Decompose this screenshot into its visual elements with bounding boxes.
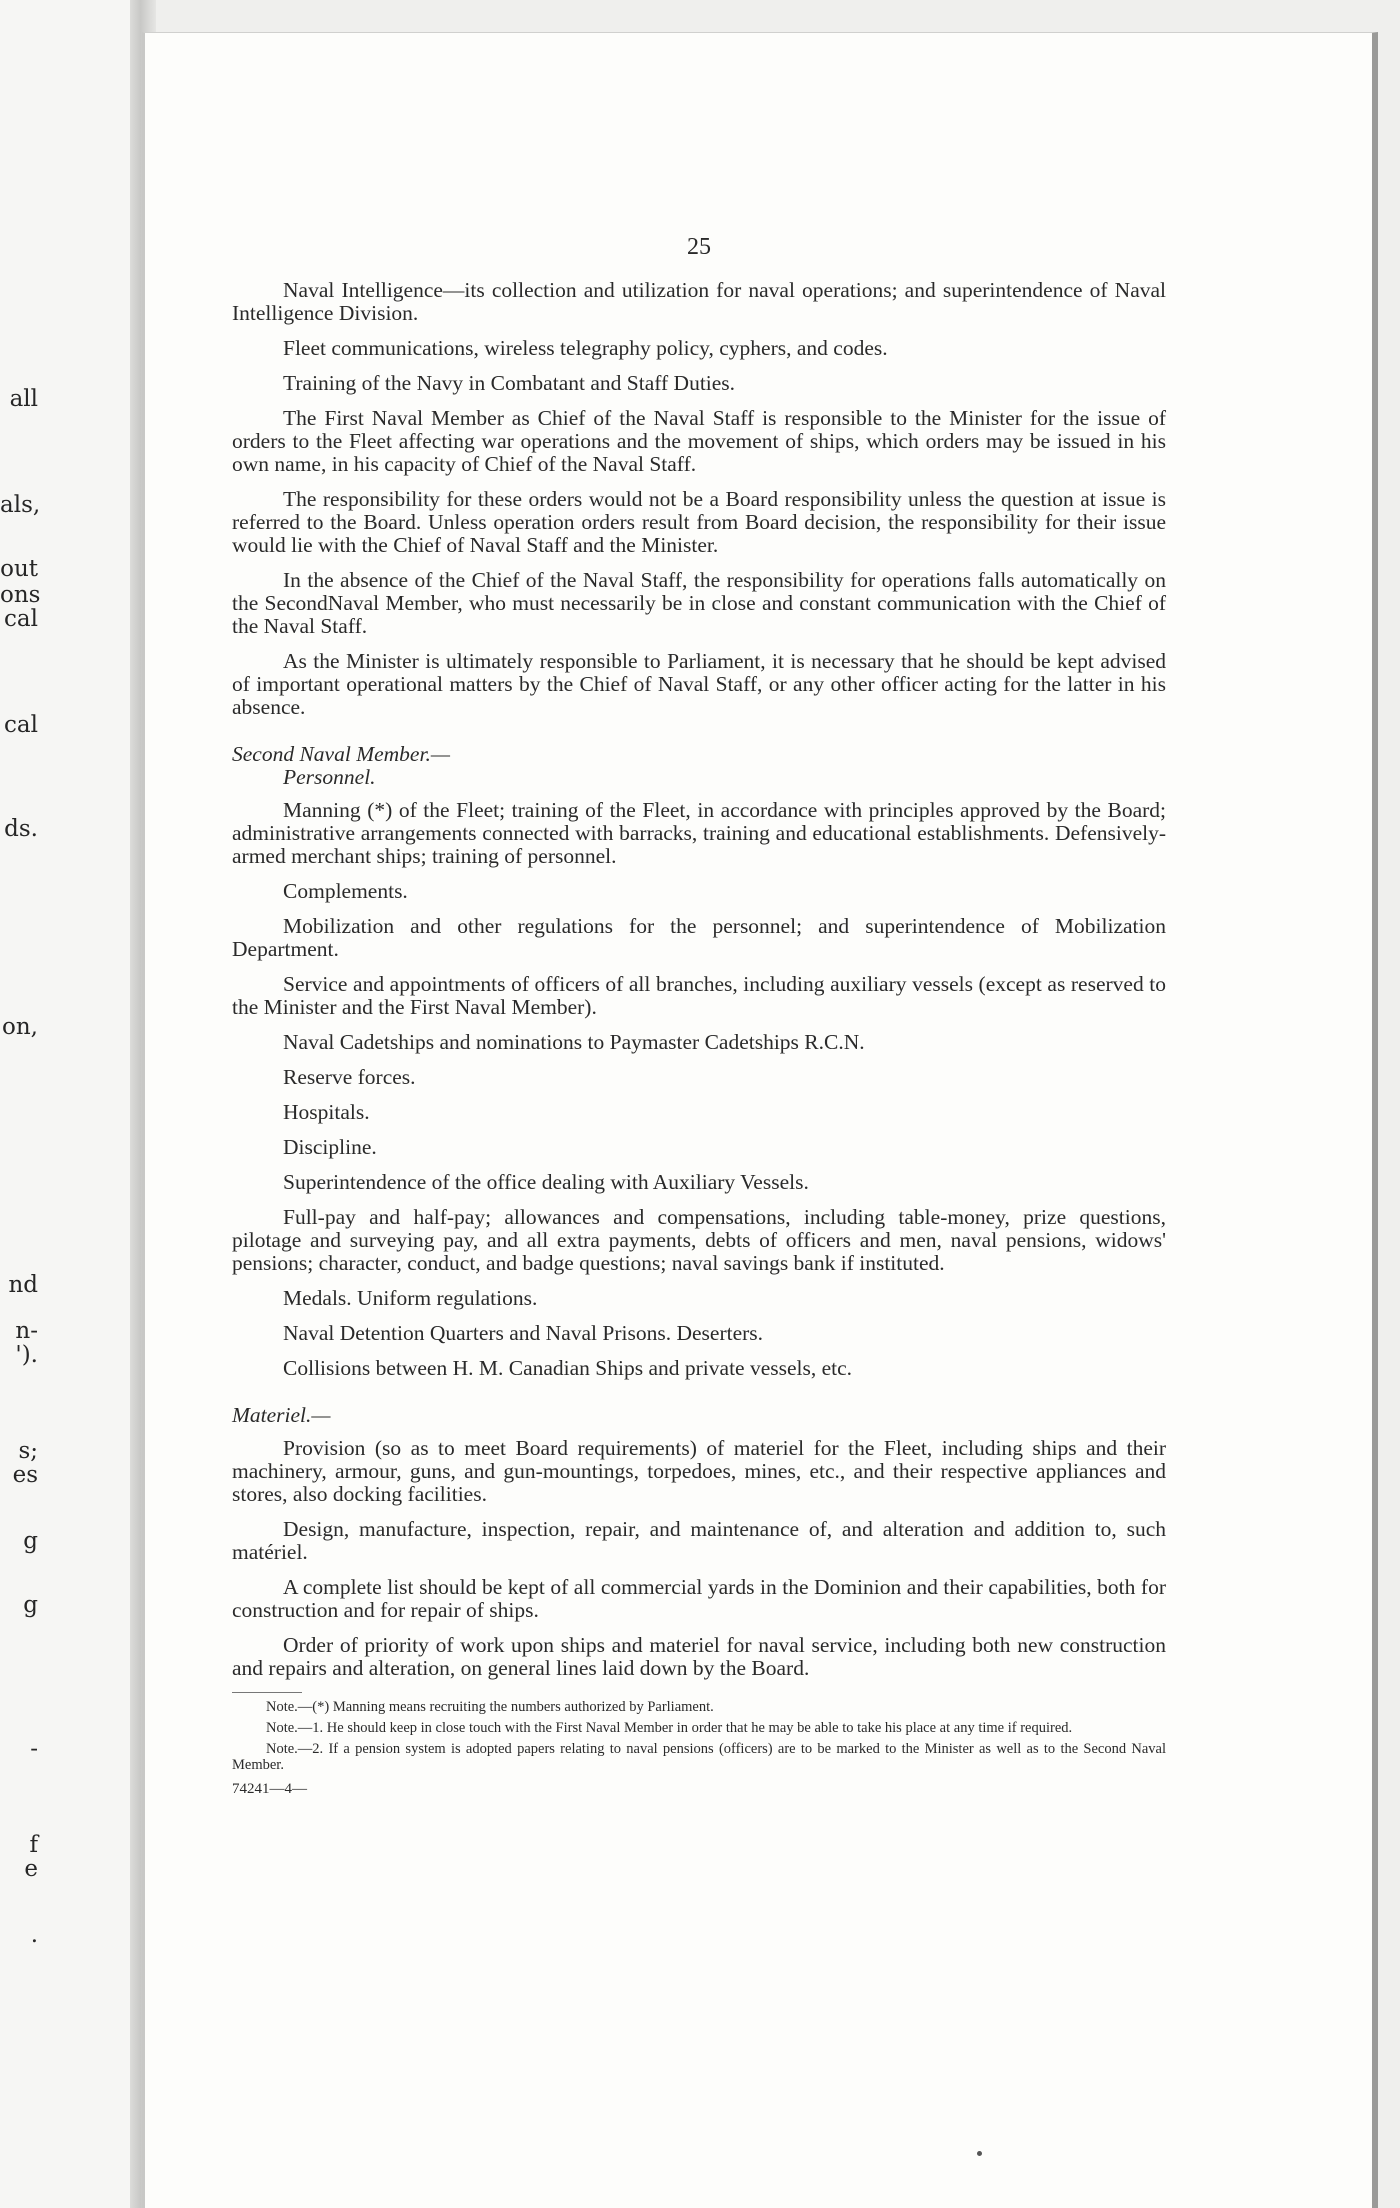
previous-page-fragment: e bbox=[24, 1856, 38, 1882]
paragraph: Mobilization and other regulations for the personnel; and superintendence of Mobilization Department. bbox=[232, 914, 1166, 961]
section-personnel bbox=[232, 799, 1166, 1380]
footnote: Note.—2. If a pension system is adopted papers relating to naval pensions (officers) are to be marked to the Minister as well as to the Second Naval Member. bbox=[232, 1741, 1166, 1773]
previous-page-fragment: als, bbox=[0, 492, 41, 518]
previous-page-fragment: f bbox=[29, 1832, 38, 1858]
previous-page-fragment: ds. bbox=[4, 816, 38, 842]
paragraph: Full-pay and half-pay; allowances and compensations, including table-money, prize questions, pilotage and surveying pay, and all extra payments, debts of officers and men, naval pensions, widows' pensions; character, conduct, and badge questions; naval savings bank if instituted. bbox=[232, 1205, 1166, 1275]
section-materiel bbox=[232, 1437, 1166, 1680]
previous-page-fragment: es bbox=[12, 1462, 38, 1488]
footnotes bbox=[232, 1699, 1166, 1773]
previous-page-fragment: nd bbox=[8, 1272, 38, 1298]
previous-page-fragment: ons bbox=[0, 582, 41, 608]
paragraph: Naval Intelligence—its collection and utilization for naval operations; and superintendence of Naval Intelligence Division. bbox=[232, 278, 1166, 325]
previous-page-fragment: cal bbox=[4, 606, 38, 632]
previous-page-fragment: g bbox=[23, 1528, 38, 1554]
previous-page-fragment: - bbox=[30, 1736, 38, 1762]
paragraph: Hospitals. bbox=[283, 1100, 370, 1124]
paragraph: Naval Cadetships and nominations to Paymaster Cadetships R.C.N. bbox=[283, 1030, 865, 1054]
paragraph: Discipline. bbox=[283, 1135, 377, 1159]
previous-page-fragment: n- bbox=[15, 1318, 38, 1344]
paragraph: The First Naval Member as Chief of the Naval Staff is responsible to the Minister for the issue of orders to the Fleet affecting war operations and the movement of ships, which orders may be issued in his own name, in his capacity of Chief of the Naval Staff. bbox=[232, 406, 1166, 476]
paragraph: Reserve forces. bbox=[283, 1065, 416, 1089]
previous-page-fragment: all bbox=[9, 386, 38, 412]
page-content bbox=[232, 236, 1166, 1801]
printer-mark: 74241—4— bbox=[232, 1781, 307, 1797]
paragraph: Manning (*) of the Fleet; training of the Fleet, in accordance with principles approved by the Board; administrative arrangements connected with barracks, training and educational establishments. Defensively-armed merchant ships; training of personnel. bbox=[232, 798, 1166, 868]
heading-materiel: Materiel.— bbox=[232, 1403, 331, 1427]
heading-second-naval-member: Second Naval Member.— bbox=[232, 742, 450, 766]
previous-page-fragment: g bbox=[23, 1592, 38, 1618]
paragraph: Training of the Navy in Combatant and Staff Duties. bbox=[283, 371, 736, 395]
paragraph: The responsibility for these orders would not be a Board responsibility unless the question at issue is referred to the Board. Unless operation orders result from Board decision, the responsibility for their issue would lie with the Chief of Naval Staff and the Minister. bbox=[232, 487, 1166, 557]
footnote: Note.—1. He should keep in close touch with the First Naval Member in order that he may be able to take his place at any time if required. bbox=[266, 1720, 1073, 1736]
previous-page-fragment: out bbox=[0, 556, 38, 582]
heading-personnel: Personnel. bbox=[283, 765, 376, 789]
paragraph: Naval Detention Quarters and Naval Prisons. Deserters. bbox=[283, 1321, 764, 1345]
paragraph: A complete list should be kept of all commercial yards in the Dominion and their capabilities, both for construction and for repair of ships. bbox=[232, 1575, 1166, 1622]
paragraph: Provision (so as to meet Board requirements) of materiel for the Fleet, including ships and their machinery, armour, guns, and gun-mountings, torpedoes, mines, etc., and their respective appliances and stores, also docking facilities. bbox=[232, 1436, 1166, 1506]
paragraph: Order of priority of work upon ships and materiel for naval service, including both new construction and repairs and alteration, on general lines laid down by the Board. bbox=[232, 1633, 1166, 1680]
paragraph: Medals. Uniform regulations. bbox=[283, 1286, 538, 1310]
previous-page-fragment: cal bbox=[4, 712, 38, 738]
paragraph: Design, manufacture, inspection, repair, and maintenance of, and alteration and addition to, such matériel. bbox=[232, 1517, 1166, 1564]
paragraph: In the absence of the Chief of the Naval Staff, the responsibility for operations falls automatically on the SecondNaval Member, who must necessarily be in close and constant communication with the Chief of the Naval Staff. bbox=[232, 568, 1166, 638]
paragraph: Service and appointments of officers of all branches, including auxiliary vessels (except as reserved to the Minister and the First Naval Member). bbox=[232, 972, 1166, 1019]
footnote: Note.—(*) Manning means recruiting the numbers authorized by Parliament. bbox=[266, 1699, 714, 1715]
section-first-naval-member bbox=[232, 279, 1166, 719]
footnote-rule bbox=[232, 1692, 302, 1693]
previous-page-fragment: '). bbox=[15, 1342, 38, 1368]
previous-page-fragment: s; bbox=[18, 1438, 38, 1464]
previous-page-fragment: on, bbox=[2, 1014, 38, 1040]
previous-page-edge bbox=[0, 0, 140, 2208]
ink-speck bbox=[977, 2151, 982, 2156]
paragraph: Fleet communications, wireless telegraphy policy, cyphers, and codes. bbox=[283, 336, 888, 360]
paragraph: Collisions between H. M. Canadian Ships and private vessels, etc. bbox=[283, 1356, 853, 1380]
paragraph: Superintendence of the office dealing with Auxiliary Vessels. bbox=[283, 1170, 809, 1194]
paragraph: Complements. bbox=[283, 879, 408, 903]
previous-page-fragment: . bbox=[30, 1922, 38, 1948]
page-number: 25 bbox=[687, 234, 711, 260]
paragraph: As the Minister is ultimately responsible to Parliament, it is necessary that he should be kept advised of important operational matters by the Chief of Naval Staff, or any other officer acting for the latter in his absence. bbox=[232, 649, 1166, 719]
